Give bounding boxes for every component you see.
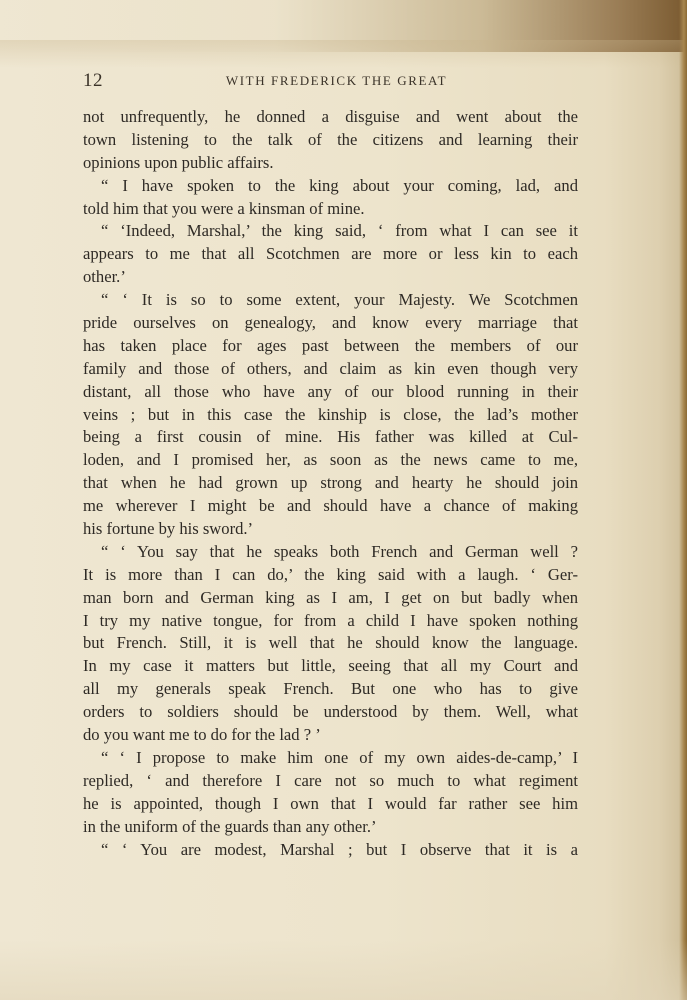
page-top-shadow-fade [0,40,687,68]
page-bottom-fade [0,940,687,1000]
text-line: “ ‘ You are modest, Marshal ; but I observe that it is a [101,839,578,859]
text-line: in the uniform of the guards than any other.’ [83,816,377,836]
text-line: has taken place for ages past between the members of our [83,335,578,355]
text-line: do you want me to do for the lad ? ’ [83,725,321,745]
text-line: distant, all those who have any of our blood running in their [83,381,578,401]
text-line: town listening to the talk of the citizens and learning their [83,129,578,149]
text-line: but French. Still, it is well that he should know the language. [83,633,578,653]
text-line: In my case it matters but little, seeing that all my Court and [83,656,578,676]
text-line: “ ‘ I propose to make him one of my own aides-de-camp,’ I [101,747,578,767]
text-line: being a first cousin of mine. His father was killed at Cul- [83,427,578,447]
text-line: “ ‘ You say that he speaks both French and German well ? [101,541,578,561]
running-head [83,70,578,92]
text-line: I try my native tongue, for from a child I have spoken nothing [83,610,578,630]
text-line: pride ourselves on genealogy, and know every marriage that [83,313,578,333]
text-line: opinions upon public affairs. [83,152,274,172]
text-line: that when he had grown up strong and hearty he should join [83,473,578,493]
text-line: replied, ‘ and therefore I care not so much to what regiment [83,770,578,790]
text-line: loden, and I promised her, as soon as the news came to me, [83,450,578,470]
text-line: other.’ [83,267,126,287]
text-line: orders to soldiers should be understood by them. Well, what [83,702,578,722]
text-line: told him that you were a kinsman of mine. [83,198,365,218]
text-line: he is appointed, though I own that I would far rather see him [83,793,578,813]
text-line: appears to me that all Scotchmen are more or less kin to each [83,244,578,264]
text-line: “ I have spoken to the king about your coming, lad, and [101,175,578,195]
text-line: “ ‘ It is so to some extent, your Majesty. We Scotchmen [101,290,578,310]
text-line: me wherever I might be and should have a chance of making [83,496,578,516]
text-line: “ ‘Indeed, Marshal,’ the king said, ‘ from what I can see it [101,221,578,241]
page-number: 12 [83,70,103,91]
text-line: man born and German king as I am, I get on but badly when [83,587,578,607]
body-text [83,106,578,861]
text-line: veins ; but in this case the kinship is close, the lad’s mother [83,404,578,424]
text-line: It is more than I can do,’ the king said with a laugh. ‘ Ger- [83,564,578,584]
page-right-edge [679,0,687,1000]
text-line: his fortune by his sword.’ [83,519,254,539]
text-line: all my generals speak French. But one who has to give [83,679,578,699]
running-title: WITH FREDERICK THE GREAT [225,73,448,88]
text-line: family and those of others, and claim as kin even though very [83,358,578,378]
text-line: not unfrequently, he donned a disguise and went about the [83,107,578,126]
